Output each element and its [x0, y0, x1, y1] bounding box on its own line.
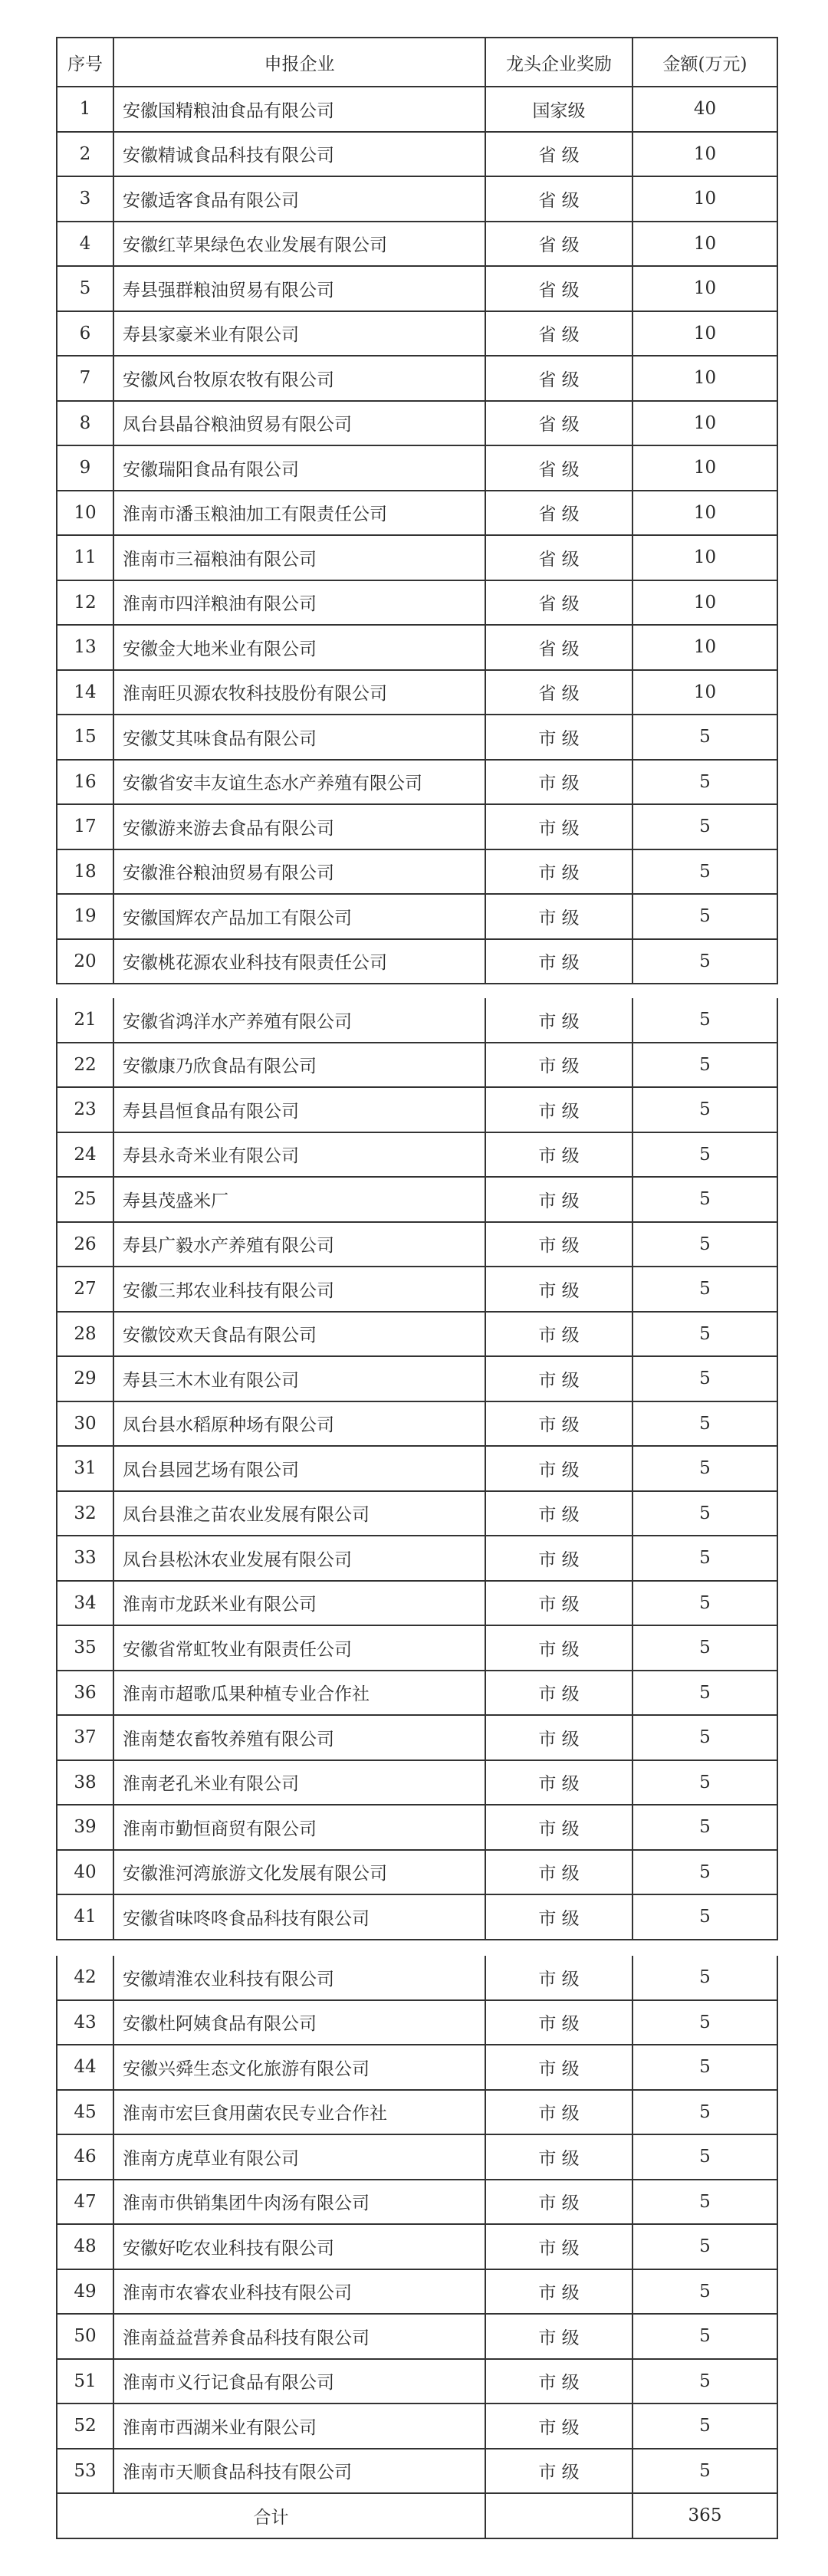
row-amount: 5 — [632, 760, 777, 805]
row-company: 淮南市宏巨食用菌农民专业合作社 — [113, 2090, 485, 2135]
row-company: 寿县茂盛米厂 — [113, 1177, 485, 1222]
table-segment-1 — [56, 37, 777, 984]
row-award-level: 市 级 — [485, 760, 632, 805]
row-seq: 17 — [57, 804, 113, 849]
row-amount: 5 — [632, 1715, 777, 1760]
row-seq: 40 — [57, 1850, 113, 1895]
row-award-level: 市 级 — [485, 1312, 632, 1357]
row-award-level: 市 级 — [485, 1850, 632, 1895]
row-seq: 45 — [57, 2090, 113, 2135]
row-award-level: 省 级 — [485, 176, 632, 222]
row-amount: 5 — [632, 1671, 777, 1716]
table-row — [57, 2134, 777, 2180]
table-row — [57, 849, 777, 895]
row-award-level: 市 级 — [485, 1087, 632, 1132]
row-seq: 33 — [57, 1536, 113, 1581]
row-amount: 5 — [632, 804, 777, 849]
table-row — [57, 2449, 777, 2494]
row-company: 安徽省常虹牧业有限责任公司 — [113, 1625, 485, 1671]
table-row — [57, 670, 777, 715]
award-table-part-1 — [56, 37, 778, 984]
row-award-level: 省 级 — [485, 491, 632, 536]
table-row — [57, 401, 777, 446]
row-seq: 27 — [57, 1267, 113, 1312]
row-award-level: 市 级 — [485, 2269, 632, 2315]
row-seq: 8 — [57, 401, 113, 446]
row-amount: 5 — [632, 1894, 777, 1940]
table-row — [57, 1850, 777, 1895]
table-row — [57, 1581, 777, 1626]
row-company: 寿县三木木业有限公司 — [113, 1356, 485, 1401]
award-table-part-2 — [56, 998, 778, 1940]
row-seq: 29 — [57, 1356, 113, 1401]
row-seq: 2 — [57, 132, 113, 177]
row-award-level: 省 级 — [485, 266, 632, 311]
row-seq: 18 — [57, 849, 113, 895]
row-award-level: 市 级 — [485, 1401, 632, 1447]
row-company: 安徽国精粮油食品有限公司 — [113, 87, 485, 132]
row-award-level: 市 级 — [485, 2404, 632, 2449]
table-row — [57, 1536, 777, 1581]
row-company: 淮南市农睿农业科技有限公司 — [113, 2269, 485, 2315]
row-company: 凤台县园艺场有限公司 — [113, 1446, 485, 1491]
row-seq: 39 — [57, 1805, 113, 1850]
row-award-level: 市 级 — [485, 715, 632, 760]
row-company: 安徽淮河湾旅游文化发展有限公司 — [113, 1850, 485, 1895]
row-amount: 10 — [632, 401, 777, 446]
row-company: 安徽康乃欣食品有限公司 — [113, 1043, 485, 1088]
table-row — [57, 2000, 777, 2045]
row-award-level: 市 级 — [485, 1356, 632, 1401]
row-seq: 28 — [57, 1312, 113, 1357]
table-row — [57, 894, 777, 939]
row-amount: 5 — [632, 939, 777, 984]
row-company: 淮南市供销集团牛肉汤有限公司 — [113, 2180, 485, 2225]
row-amount: 5 — [632, 998, 777, 1043]
row-seq: 16 — [57, 760, 113, 805]
table-row — [57, 1177, 777, 1222]
row-seq: 52 — [57, 2404, 113, 2449]
table-row — [57, 2314, 777, 2359]
row-award-level: 省 级 — [485, 580, 632, 626]
row-award-level: 市 级 — [485, 2359, 632, 2404]
total-row — [57, 2493, 777, 2538]
row-amount: 5 — [632, 2180, 777, 2225]
row-award-level: 市 级 — [485, 1491, 632, 1536]
row-award-level: 省 级 — [485, 132, 632, 177]
table-row — [57, 1446, 777, 1491]
table-segment-3 — [56, 1956, 777, 2539]
row-amount: 10 — [632, 491, 777, 536]
row-seq: 6 — [57, 311, 113, 356]
row-seq: 37 — [57, 1715, 113, 1760]
table-row — [57, 1132, 777, 1178]
table-row — [57, 535, 777, 580]
row-seq: 34 — [57, 1581, 113, 1626]
row-company: 淮南益益营养食品科技有限公司 — [113, 2314, 485, 2359]
table-row — [57, 580, 777, 626]
table-row — [57, 2045, 777, 2090]
table-segment-2 — [56, 998, 777, 1940]
table-row — [57, 356, 777, 401]
row-seq: 5 — [57, 266, 113, 311]
row-company: 凤台县水稻原种场有限公司 — [113, 1401, 485, 1447]
row-amount: 5 — [632, 1267, 777, 1312]
row-award-level: 国家级 — [485, 87, 632, 132]
table-row — [57, 998, 777, 1043]
row-award-level: 市 级 — [485, 1671, 632, 1716]
row-award-level: 市 级 — [485, 1536, 632, 1581]
row-amount: 5 — [632, 2404, 777, 2449]
row-seq: 12 — [57, 580, 113, 626]
row-company: 安徽桃花源农业科技有限责任公司 — [113, 939, 485, 984]
table-row — [57, 2359, 777, 2404]
row-company: 淮南老孔米业有限公司 — [113, 1760, 485, 1806]
table-row — [57, 266, 777, 311]
row-seq: 15 — [57, 715, 113, 760]
row-award-level: 市 级 — [485, 894, 632, 939]
row-seq: 25 — [57, 1177, 113, 1222]
row-award-level: 市 级 — [485, 1132, 632, 1178]
row-company: 淮南市义行记食品有限公司 — [113, 2359, 485, 2404]
row-award-level: 市 级 — [485, 2134, 632, 2180]
row-award-level: 市 级 — [485, 1222, 632, 1267]
table-row — [57, 939, 777, 984]
row-company: 淮南市西湖米业有限公司 — [113, 2404, 485, 2449]
row-amount: 5 — [632, 1087, 777, 1132]
row-seq: 14 — [57, 670, 113, 715]
table-row — [57, 1671, 777, 1716]
row-seq: 50 — [57, 2314, 113, 2359]
row-amount: 5 — [632, 849, 777, 895]
row-seq: 3 — [57, 176, 113, 222]
row-company: 安徽金大地米业有限公司 — [113, 625, 485, 670]
row-award-level: 市 级 — [485, 1625, 632, 1671]
row-amount: 5 — [632, 1805, 777, 1850]
row-seq: 26 — [57, 1222, 113, 1267]
row-company: 淮南方虎草业有限公司 — [113, 2134, 485, 2180]
row-seq: 35 — [57, 1625, 113, 1671]
table-row — [57, 87, 777, 132]
row-award-level: 市 级 — [485, 2314, 632, 2359]
row-award-level: 市 级 — [485, 1043, 632, 1088]
row-company: 淮南市四洋粮油有限公司 — [113, 580, 485, 626]
row-amount: 10 — [632, 176, 777, 222]
row-amount: 5 — [632, 2359, 777, 2404]
row-seq: 1 — [57, 87, 113, 132]
row-award-level: 省 级 — [485, 356, 632, 401]
table-row — [57, 2269, 777, 2315]
table-row — [57, 1043, 777, 1088]
row-amount: 5 — [632, 1177, 777, 1222]
row-company: 寿县昌恒食品有限公司 — [113, 1087, 485, 1132]
table-row — [57, 1087, 777, 1132]
row-company: 安徽红苹果绿色农业发展有限公司 — [113, 222, 485, 267]
row-seq: 4 — [57, 222, 113, 267]
row-company: 安徽瑞阳食品有限公司 — [113, 445, 485, 491]
row-seq: 11 — [57, 535, 113, 580]
table-row — [57, 176, 777, 222]
row-award-level: 省 级 — [485, 445, 632, 491]
row-company: 寿县家豪米业有限公司 — [113, 311, 485, 356]
table-row — [57, 1894, 777, 1940]
table-row — [57, 1625, 777, 1671]
row-award-level: 市 级 — [485, 804, 632, 849]
row-amount: 5 — [632, 2449, 777, 2494]
total-label: 合计 — [57, 2493, 485, 2538]
row-company: 寿县强群粮油贸易有限公司 — [113, 266, 485, 311]
row-award-level: 省 级 — [485, 401, 632, 446]
row-seq: 7 — [57, 356, 113, 401]
row-amount: 5 — [632, 1132, 777, 1178]
table-row — [57, 1401, 777, 1447]
row-amount: 5 — [632, 894, 777, 939]
row-amount: 10 — [632, 311, 777, 356]
row-company: 寿县广毅水产养殖有限公司 — [113, 1222, 485, 1267]
row-company: 安徽好吃农业科技有限公司 — [113, 2224, 485, 2269]
row-company: 淮南市三福粮油有限公司 — [113, 535, 485, 580]
header-award: 龙头企业奖励 — [485, 38, 632, 87]
table-row — [57, 1956, 777, 2000]
row-amount: 5 — [632, 2045, 777, 2090]
total-amount: 365 — [632, 2493, 777, 2538]
row-seq: 38 — [57, 1760, 113, 1806]
row-company: 淮南市天顺食品科技有限公司 — [113, 2449, 485, 2494]
row-award-level: 市 级 — [485, 939, 632, 984]
row-company: 安徽杜阿姨食品有限公司 — [113, 2000, 485, 2045]
row-amount: 5 — [632, 2224, 777, 2269]
table-header-row — [57, 38, 777, 87]
row-company: 安徽风台牧原农牧有限公司 — [113, 356, 485, 401]
row-amount: 10 — [632, 670, 777, 715]
row-seq: 23 — [57, 1087, 113, 1132]
row-award-level: 市 级 — [485, 849, 632, 895]
row-amount: 5 — [632, 1356, 777, 1401]
row-company: 寿县永奇米业有限公司 — [113, 1132, 485, 1178]
row-seq: 49 — [57, 2269, 113, 2315]
row-company: 安徽靖淮农业科技有限公司 — [113, 1956, 485, 2000]
row-amount: 5 — [632, 1760, 777, 1806]
row-company: 安徽省鸿洋水产养殖有限公司 — [113, 998, 485, 1043]
table-row — [57, 1356, 777, 1401]
row-award-level: 省 级 — [485, 670, 632, 715]
header-amount: 金额(万元) — [632, 38, 777, 87]
row-award-level: 市 级 — [485, 2090, 632, 2135]
row-seq: 10 — [57, 491, 113, 536]
row-amount: 10 — [632, 132, 777, 177]
row-seq: 30 — [57, 1401, 113, 1447]
row-award-level: 市 级 — [485, 1177, 632, 1222]
row-seq: 44 — [57, 2045, 113, 2090]
table-row — [57, 2404, 777, 2449]
row-amount: 5 — [632, 2314, 777, 2359]
row-seq: 21 — [57, 998, 113, 1043]
row-amount: 5 — [632, 1956, 777, 2000]
row-company: 淮南旺贝源农牧科技股份有限公司 — [113, 670, 485, 715]
row-amount: 10 — [632, 535, 777, 580]
table-row — [57, 715, 777, 760]
row-award-level: 市 级 — [485, 1267, 632, 1312]
table-row — [57, 1267, 777, 1312]
row-amount: 5 — [632, 1222, 777, 1267]
table-row — [57, 1760, 777, 1806]
row-company: 安徽游来游去食品有限公司 — [113, 804, 485, 849]
row-seq: 32 — [57, 1491, 113, 1536]
row-company: 安徽国辉农产品加工有限公司 — [113, 894, 485, 939]
row-seq: 31 — [57, 1446, 113, 1491]
row-seq: 48 — [57, 2224, 113, 2269]
row-company: 淮南市超歌瓜果种植专业合作社 — [113, 1671, 485, 1716]
row-company: 凤台县淮之苗农业发展有限公司 — [113, 1491, 485, 1536]
row-award-level: 市 级 — [485, 1581, 632, 1626]
row-company: 安徽省味咚咚食品科技有限公司 — [113, 1894, 485, 1940]
table-row — [57, 132, 777, 177]
row-award-level: 市 级 — [485, 2180, 632, 2225]
row-seq: 36 — [57, 1671, 113, 1716]
row-seq: 46 — [57, 2134, 113, 2180]
table-row — [57, 491, 777, 536]
total-award — [485, 2493, 632, 2538]
row-company: 安徽淮谷粮油贸易有限公司 — [113, 849, 485, 895]
row-award-level: 市 级 — [485, 998, 632, 1043]
row-seq: 19 — [57, 894, 113, 939]
table-row — [57, 2090, 777, 2135]
row-company: 凤台县松沐农业发展有限公司 — [113, 1536, 485, 1581]
row-seq: 43 — [57, 2000, 113, 2045]
row-amount: 5 — [632, 1850, 777, 1895]
row-company: 安徽饺欢天食品有限公司 — [113, 1312, 485, 1357]
row-seq: 20 — [57, 939, 113, 984]
row-seq: 51 — [57, 2359, 113, 2404]
table-row — [57, 625, 777, 670]
row-award-level: 省 级 — [485, 222, 632, 267]
row-company: 安徽省安丰友谊生态水产养殖有限公司 — [113, 760, 485, 805]
row-award-level: 市 级 — [485, 1715, 632, 1760]
row-award-level: 市 级 — [485, 2449, 632, 2494]
row-award-level: 市 级 — [485, 1894, 632, 1940]
row-company: 安徽艾其味食品有限公司 — [113, 715, 485, 760]
table-row — [57, 311, 777, 356]
row-award-level: 市 级 — [485, 1760, 632, 1806]
row-amount: 5 — [632, 1625, 777, 1671]
row-seq: 13 — [57, 625, 113, 670]
row-amount: 5 — [632, 2134, 777, 2180]
row-company: 凤台县晶谷粮油贸易有限公司 — [113, 401, 485, 446]
table-row — [57, 1805, 777, 1850]
table-row — [57, 804, 777, 849]
row-company: 淮南市勤恒商贸有限公司 — [113, 1805, 485, 1850]
row-company: 安徽精诚食品科技有限公司 — [113, 132, 485, 177]
row-seq: 41 — [57, 1894, 113, 1940]
row-amount: 5 — [632, 1536, 777, 1581]
row-seq: 9 — [57, 445, 113, 491]
table-row — [57, 445, 777, 491]
row-company: 淮南楚农畜牧养殖有限公司 — [113, 1715, 485, 1760]
table-row — [57, 1491, 777, 1536]
row-award-level: 市 级 — [485, 1446, 632, 1491]
row-seq: 22 — [57, 1043, 113, 1088]
row-award-level: 市 级 — [485, 1956, 632, 2000]
row-seq: 53 — [57, 2449, 113, 2494]
row-award-level: 市 级 — [485, 1805, 632, 1850]
row-amount: 5 — [632, 1312, 777, 1357]
row-company: 安徽三邦农业科技有限公司 — [113, 1267, 485, 1312]
row-award-level: 市 级 — [485, 2000, 632, 2045]
row-seq: 47 — [57, 2180, 113, 2225]
table-row — [57, 2224, 777, 2269]
table-row — [57, 1715, 777, 1760]
row-amount: 5 — [632, 1491, 777, 1536]
row-amount: 10 — [632, 356, 777, 401]
row-award-level: 市 级 — [485, 2224, 632, 2269]
row-amount: 10 — [632, 580, 777, 626]
row-amount: 5 — [632, 715, 777, 760]
row-company: 淮南市龙跃米业有限公司 — [113, 1581, 485, 1626]
row-amount: 40 — [632, 87, 777, 132]
row-amount: 5 — [632, 1043, 777, 1088]
row-seq: 42 — [57, 1956, 113, 2000]
row-amount: 10 — [632, 445, 777, 491]
table-row — [57, 760, 777, 805]
row-amount: 5 — [632, 1446, 777, 1491]
row-amount: 5 — [632, 2090, 777, 2135]
row-company: 安徽适客食品有限公司 — [113, 176, 485, 222]
header-company: 申报企业 — [113, 38, 485, 87]
row-award-level: 省 级 — [485, 625, 632, 670]
row-company: 淮南市潘玉粮油加工有限责任公司 — [113, 491, 485, 536]
header-seq: 序号 — [57, 38, 113, 87]
row-amount: 10 — [632, 266, 777, 311]
row-award-level: 省 级 — [485, 535, 632, 580]
table-row — [57, 2180, 777, 2225]
row-award-level: 省 级 — [485, 311, 632, 356]
table-row — [57, 222, 777, 267]
row-amount: 10 — [632, 222, 777, 267]
table-row — [57, 1312, 777, 1357]
row-amount: 5 — [632, 1401, 777, 1447]
row-amount: 10 — [632, 625, 777, 670]
row-amount: 5 — [632, 2269, 777, 2315]
award-table-part-3 — [56, 1956, 778, 2539]
row-seq: 24 — [57, 1132, 113, 1178]
row-award-level: 市 级 — [485, 2045, 632, 2090]
row-company: 安徽兴舜生态文化旅游有限公司 — [113, 2045, 485, 2090]
row-amount: 5 — [632, 2000, 777, 2045]
row-amount: 5 — [632, 1581, 777, 1626]
table-row — [57, 1222, 777, 1267]
